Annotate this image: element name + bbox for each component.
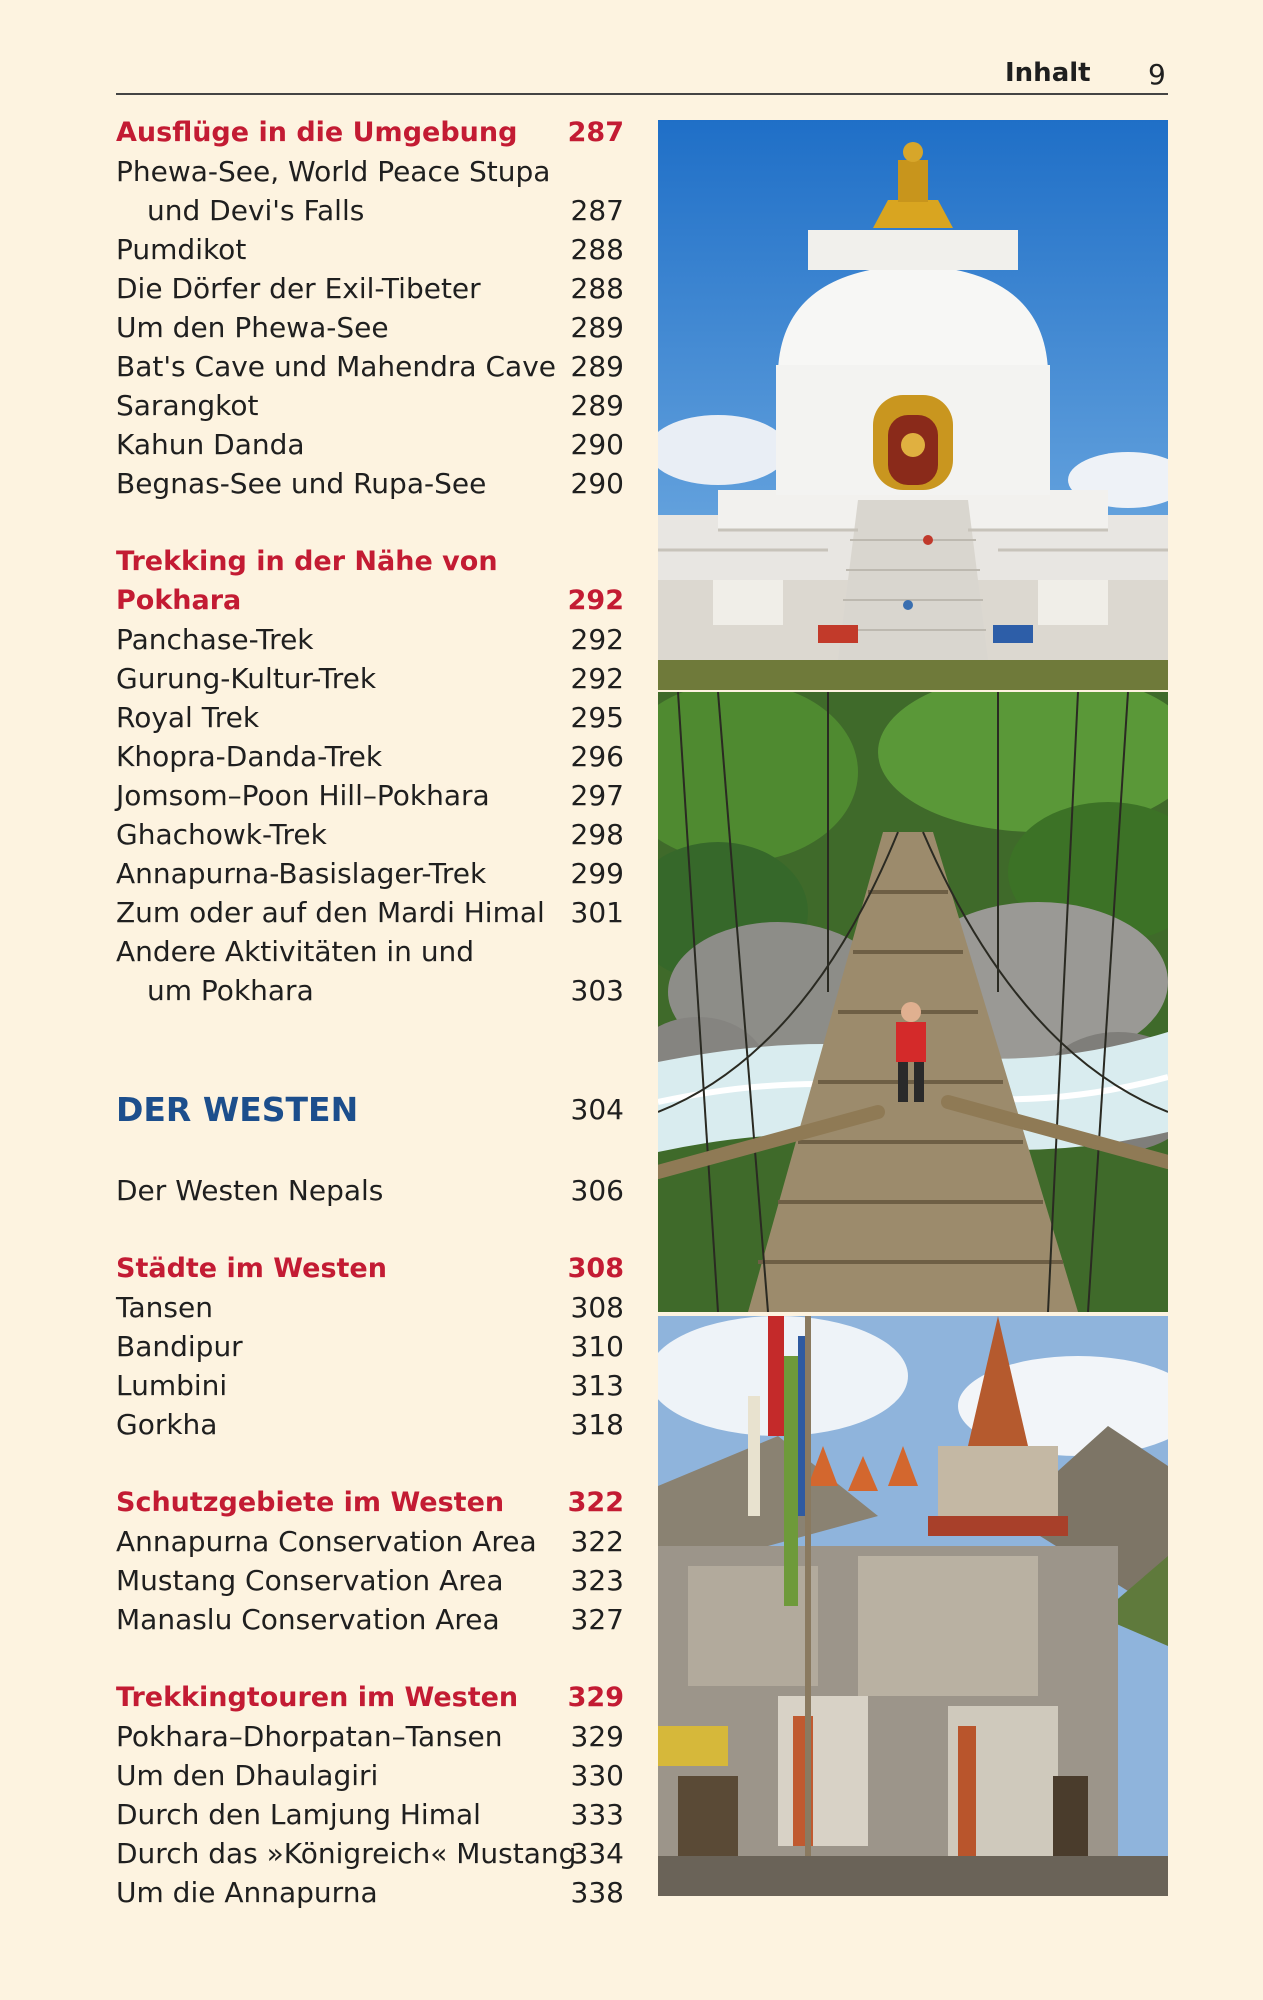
toc-entry bbox=[116, 269, 628, 308]
toc-label: Bat's Cave und Mahendra Cave bbox=[116, 350, 556, 383]
toc-label: Gorkha bbox=[116, 1408, 218, 1441]
toc-entry bbox=[116, 971, 628, 1010]
toc-label: Ausflüge in die Umgebung bbox=[116, 117, 518, 148]
toc-page-number: 295 bbox=[570, 701, 624, 734]
toc-entry bbox=[116, 737, 628, 776]
toc-page-number: 296 bbox=[570, 740, 624, 773]
toc-label: Khopra-Danda-Trek bbox=[116, 740, 383, 773]
toc-page-number: 292 bbox=[570, 623, 624, 656]
toc-entry bbox=[116, 308, 628, 347]
toc-label: Zum oder auf den Mardi Himal bbox=[116, 896, 545, 929]
toc-entry bbox=[116, 1834, 628, 1873]
toc-spacer bbox=[116, 1010, 628, 1088]
toc-spacer bbox=[116, 1639, 628, 1678]
toc-label: Um den Phewa-See bbox=[116, 311, 389, 344]
toc-entry bbox=[116, 1756, 628, 1795]
toc-page-number: 313 bbox=[570, 1369, 624, 1402]
photo-suspension-bridge bbox=[658, 692, 1168, 1312]
toc-entry bbox=[116, 1522, 628, 1561]
toc-label: Trekking in der Nähe von bbox=[116, 546, 498, 577]
toc-entry bbox=[116, 1873, 628, 1912]
toc-entry bbox=[116, 230, 628, 269]
toc-label: Annapurna Conservation Area bbox=[116, 1525, 537, 1558]
toc-page-number: 323 bbox=[570, 1564, 624, 1597]
toc-page-number: 304 bbox=[570, 1093, 624, 1126]
toc-page-number: 334 bbox=[570, 1837, 624, 1870]
toc-label: Panchase-Trek bbox=[116, 623, 314, 656]
toc-heading bbox=[116, 1678, 628, 1717]
toc-label: Um den Dhaulagiri bbox=[116, 1759, 379, 1792]
toc-label: und Devi's Falls bbox=[147, 194, 365, 227]
toc-page-number: 329 bbox=[567, 1682, 624, 1713]
toc-label: Manaslu Conservation Area bbox=[116, 1603, 500, 1636]
toc-label: Phewa-See, World Peace Stupa bbox=[116, 155, 551, 188]
toc-spacer bbox=[116, 1444, 628, 1483]
toc-entry bbox=[116, 620, 628, 659]
toc-page-number: 292 bbox=[570, 662, 624, 695]
toc-label: Ghachowk-Trek bbox=[116, 818, 327, 851]
toc-label: Mustang Conservation Area bbox=[116, 1564, 504, 1597]
toc-entry bbox=[116, 1600, 628, 1639]
toc-label: Lumbini bbox=[116, 1369, 228, 1402]
toc-heading bbox=[116, 113, 628, 152]
toc-heading bbox=[116, 1483, 628, 1522]
toc-heading bbox=[116, 1249, 628, 1288]
toc-page-number: 287 bbox=[570, 194, 624, 227]
toc-page-number: 288 bbox=[570, 272, 624, 305]
toc-entry bbox=[116, 1288, 628, 1327]
toc-page-number: 322 bbox=[567, 1487, 624, 1518]
toc-label: DER WESTEN bbox=[116, 1090, 359, 1129]
photo-world-peace-stupa bbox=[658, 120, 1168, 690]
toc-entry bbox=[116, 1366, 628, 1405]
toc-heading bbox=[116, 581, 628, 620]
table-of-contents bbox=[116, 113, 628, 1912]
toc-entry bbox=[116, 893, 628, 932]
toc-label: Pumdikot bbox=[116, 233, 247, 266]
toc-page-number: 327 bbox=[570, 1603, 624, 1636]
toc-page-number: 287 bbox=[567, 117, 624, 148]
toc-entry bbox=[116, 425, 628, 464]
toc-label: Der Westen Nepals bbox=[116, 1174, 384, 1207]
toc-spacer bbox=[116, 1132, 628, 1171]
toc-entry bbox=[116, 698, 628, 737]
toc-label: Bandipur bbox=[116, 1330, 243, 1363]
toc-label: Um die Annapurna bbox=[116, 1876, 378, 1909]
toc-page-number: 301 bbox=[570, 896, 624, 929]
toc-page-number: 318 bbox=[570, 1408, 624, 1441]
running-header-title: Inhalt bbox=[1005, 58, 1091, 88]
toc-entry bbox=[116, 659, 628, 698]
toc-entry bbox=[116, 776, 628, 815]
toc-label: Jomsom–Poon Hill–Pokhara bbox=[116, 779, 490, 812]
toc-entry bbox=[116, 1717, 628, 1756]
toc-label: Schutzgebiete im Westen bbox=[116, 1487, 505, 1518]
toc-entry bbox=[116, 152, 628, 191]
toc-page-number: 299 bbox=[570, 857, 624, 890]
toc-page-number: 333 bbox=[570, 1798, 624, 1831]
toc-label: Pokhara–Dhorpatan–Tansen bbox=[116, 1720, 503, 1753]
toc-page-number: 289 bbox=[570, 311, 624, 344]
toc-entry bbox=[116, 191, 628, 230]
toc-spacer bbox=[116, 1210, 628, 1249]
toc-spacer bbox=[116, 503, 628, 542]
toc-entry bbox=[116, 1561, 628, 1600]
toc-page-number: 338 bbox=[570, 1876, 624, 1909]
header-rule bbox=[116, 93, 1168, 95]
toc-page-number: 303 bbox=[570, 974, 624, 1007]
toc-page-number: 322 bbox=[570, 1525, 624, 1558]
toc-label: um Pokhara bbox=[147, 974, 314, 1007]
toc-entry bbox=[116, 854, 628, 893]
toc-label: Tansen bbox=[116, 1291, 213, 1324]
toc-page-number: 292 bbox=[567, 585, 624, 616]
toc-label: Trekkingtouren im Westen bbox=[116, 1682, 519, 1713]
toc-page-number: 308 bbox=[570, 1291, 624, 1324]
toc-page-number: 290 bbox=[570, 467, 624, 500]
toc-label: Andere Aktivitäten in und bbox=[116, 935, 475, 968]
toc-page-number: 330 bbox=[570, 1759, 624, 1792]
toc-entry bbox=[116, 1327, 628, 1366]
toc-label: Städte im Westen bbox=[116, 1253, 387, 1284]
page-number: 9 bbox=[1148, 58, 1166, 91]
toc-label: Royal Trek bbox=[116, 701, 260, 734]
toc-page-number: 289 bbox=[570, 389, 624, 422]
toc-label: Die Dörfer der Exil-Tibeter bbox=[116, 272, 481, 305]
photo-column bbox=[658, 120, 1168, 1896]
toc-entry bbox=[116, 1795, 628, 1834]
toc-page-number: 288 bbox=[570, 233, 624, 266]
toc-label: Pokhara bbox=[116, 585, 242, 616]
toc-entry bbox=[116, 464, 628, 503]
photo-mustang-chorten bbox=[658, 1316, 1168, 1896]
toc-heading bbox=[116, 542, 628, 581]
toc-label: Durch das »Königreich« Mustang bbox=[116, 1837, 577, 1870]
toc-page-number: 310 bbox=[570, 1330, 624, 1363]
toc-label: Kahun Danda bbox=[116, 428, 305, 461]
toc-page-number: 306 bbox=[570, 1174, 624, 1207]
toc-label: Annapurna-Basislager-Trek bbox=[116, 857, 487, 890]
toc-label: Durch den Lamjung Himal bbox=[116, 1798, 481, 1831]
toc-entry bbox=[116, 347, 628, 386]
toc-page-number: 298 bbox=[570, 818, 624, 851]
toc-label: Begnas-See und Rupa-See bbox=[116, 467, 487, 500]
toc-entry bbox=[116, 386, 628, 425]
toc-label: Sarangkot bbox=[116, 389, 259, 422]
toc-page-number: 297 bbox=[570, 779, 624, 812]
toc-page-number: 329 bbox=[570, 1720, 624, 1753]
toc-entry bbox=[116, 932, 628, 971]
toc-label: Gurung-Kultur-Trek bbox=[116, 662, 377, 695]
toc-page-number: 289 bbox=[570, 350, 624, 383]
toc-page-number: 308 bbox=[567, 1253, 624, 1284]
toc-entry bbox=[116, 815, 628, 854]
toc-entry bbox=[116, 1405, 628, 1444]
toc-entry bbox=[116, 1171, 628, 1210]
toc-page-number: 290 bbox=[570, 428, 624, 461]
toc-section-title bbox=[116, 1088, 628, 1132]
